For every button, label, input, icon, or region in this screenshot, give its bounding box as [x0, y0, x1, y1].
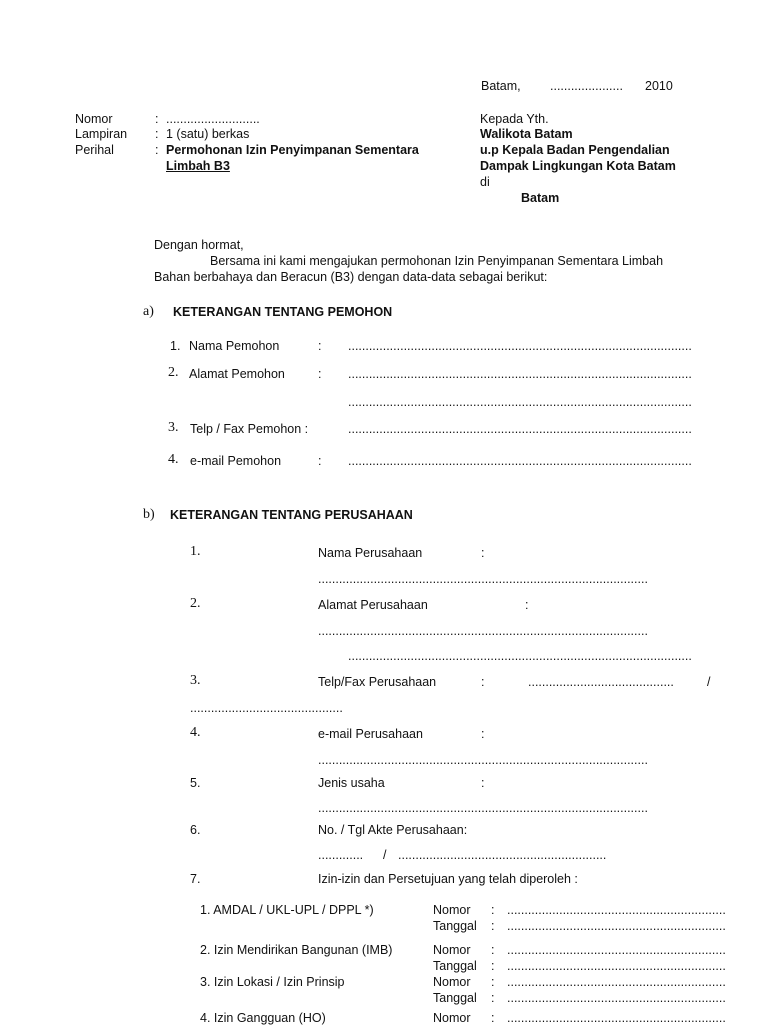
- b6-slash: /: [383, 848, 387, 862]
- permit1-nomor: Nomor: [433, 903, 471, 917]
- a3-num: 3.: [168, 420, 179, 435]
- a1-colon: :: [318, 339, 322, 353]
- section-b-title: KETERANGAN TENTANG PERUSAHAAN: [170, 508, 413, 522]
- a2-dots2: ...................................................................................................: [348, 395, 692, 409]
- b4-colon: :: [481, 727, 485, 741]
- recipient-line4: Dampak Lingkungan Kota Batam: [480, 159, 676, 173]
- place-text: Batam,: [481, 79, 521, 93]
- perihal-colon: :: [155, 143, 159, 157]
- intro-para-line2: Bahan berbahaya dan Beracun (B3) dengan data-data sebagai berikut:: [154, 270, 548, 284]
- greeting: Dengan hormat,: [154, 238, 244, 252]
- recipient-line5: di: [480, 175, 490, 189]
- a4-colon: :: [318, 454, 322, 468]
- a3-label: Telp / Fax Pemohon :: [190, 422, 309, 436]
- permit1-dots1: ...............................................................: [507, 903, 726, 917]
- lampiran-value: 1 (satu) berkas: [166, 127, 250, 141]
- permit1-label: 1. AMDAL / UKL-UPL / DPPL *): [200, 903, 374, 917]
- permit3-label: 3. Izin Lokasi / Izin Prinsip: [200, 975, 345, 989]
- b3-dots: ..........................................: [528, 675, 674, 689]
- b6-label: No. / Tgl Akte Perusahaan:: [318, 823, 468, 837]
- year-text: 2010: [645, 79, 673, 93]
- a4-label: e-mail Pemohon: [190, 454, 282, 468]
- a2-label: Alamat Pemohon: [189, 367, 285, 381]
- nomor-colon: :: [155, 112, 159, 126]
- b1-colon: :: [481, 546, 485, 560]
- permit2-nomor: Nomor: [433, 943, 471, 957]
- b2-label: Alamat Perusahaan: [318, 598, 428, 612]
- b1-num: 1.: [190, 544, 201, 559]
- b5-label: Jenis usaha: [318, 776, 385, 790]
- permit2-tanggal: Tanggal: [433, 959, 477, 973]
- b4-num: 4.: [190, 725, 201, 740]
- b5-dots: ...............................................................................................: [318, 801, 648, 815]
- a1-dots: ...................................................................................................: [348, 339, 692, 353]
- recipient-line3: u.p Kepala Badan Pengendalian: [480, 143, 670, 157]
- lampiran-colon: :: [155, 127, 159, 141]
- permit4-nomor: Nomor: [433, 1011, 471, 1025]
- permit1-dots2: ...............................................................: [507, 919, 726, 933]
- permit1-colon2: :: [491, 919, 495, 933]
- b2-num: 2.: [190, 596, 201, 611]
- b5-colon: :: [481, 776, 485, 790]
- section-b-marker: b): [143, 507, 155, 522]
- permit3-tanggal: Tanggal: [433, 991, 477, 1005]
- b6-dots2: ............................................................: [398, 848, 607, 862]
- permit1-colon1: :: [491, 903, 495, 917]
- nomor-value: ...........................: [166, 112, 260, 126]
- a1-num: 1.: [170, 339, 181, 353]
- nomor-label: Nomor: [75, 112, 113, 126]
- b5-num: 5.: [190, 776, 201, 790]
- b3-num: 3.: [190, 673, 201, 688]
- a3-dots: ...................................................................................................: [348, 422, 692, 436]
- b4-dots: ...............................................................................................: [318, 753, 648, 767]
- permit2-label: 2. Izin Mendirikan Bangunan (IMB): [200, 943, 393, 957]
- b6-num: 6.: [190, 823, 201, 837]
- lampiran-label: Lampiran: [75, 127, 128, 141]
- perihal-line2: Limbah B3: [166, 159, 230, 173]
- section-a-title: KETERANGAN TENTANG PEMOHON: [173, 305, 393, 319]
- b7-label: Izin-izin dan Persetujuan yang telah diperoleh :: [318, 872, 578, 886]
- recipient-line2: Walikota Batam: [480, 127, 573, 141]
- date-dots: .....................: [550, 79, 623, 93]
- perihal-line1: Permohonan Izin Penyimpanan Sementara: [166, 143, 419, 157]
- b3-label: Telp/Fax Perusahaan: [318, 675, 437, 689]
- a1-label: Nama Pemohon: [189, 339, 280, 353]
- b2-dots2: ...................................................................................................: [348, 649, 692, 663]
- permit4-dots1: ...............................................................: [507, 1011, 726, 1025]
- permit3-dots1: ...............................................................: [507, 975, 726, 989]
- b2-colon: :: [525, 598, 529, 612]
- permit3-nomor: Nomor: [433, 975, 471, 989]
- recipient-line1: Kepada Yth.: [480, 112, 549, 126]
- b4-label: e-mail Perusahaan: [318, 727, 423, 741]
- b6-dots: .............: [318, 848, 364, 862]
- a2-dots: ...................................................................................................: [348, 367, 692, 381]
- a4-dots: ...................................................................................................: [348, 454, 692, 468]
- b3-colon: :: [481, 675, 485, 689]
- b7-num: 7.: [190, 872, 201, 886]
- permit1-tanggal: Tanggal: [433, 919, 477, 933]
- a4-num: 4.: [168, 452, 179, 467]
- b1-dots: ...............................................................................................: [318, 572, 648, 586]
- permit2-colon2: :: [491, 959, 495, 973]
- b2-dots: ...............................................................................................: [318, 624, 648, 638]
- b1-label: Nama Perusahaan: [318, 546, 423, 560]
- intro-para-line1: Bersama ini kami mengajukan permohonan Izin Penyimpanan Sementara Limbah: [210, 254, 664, 268]
- permit2-dots1: ...............................................................: [507, 943, 726, 957]
- b3-slash: /: [707, 675, 711, 689]
- section-a-marker: a): [143, 304, 154, 319]
- recipient-line6: Batam: [521, 191, 560, 205]
- a2-num: 2.: [168, 365, 179, 380]
- permit3-dots2: ...............................................................: [507, 991, 726, 1005]
- a2-colon: :: [318, 367, 322, 381]
- permit3-colon2: :: [491, 991, 495, 1005]
- permit3-colon1: :: [491, 975, 495, 989]
- permit4-label: 4. Izin Gangguan (HO): [200, 1011, 326, 1025]
- permit2-dots2: ...............................................................: [507, 959, 726, 973]
- perihal-label: Perihal: [75, 143, 114, 157]
- b3-dots2: ............................................: [190, 701, 343, 715]
- permit2-colon1: :: [491, 943, 495, 957]
- permit4-colon1: :: [491, 1011, 495, 1025]
